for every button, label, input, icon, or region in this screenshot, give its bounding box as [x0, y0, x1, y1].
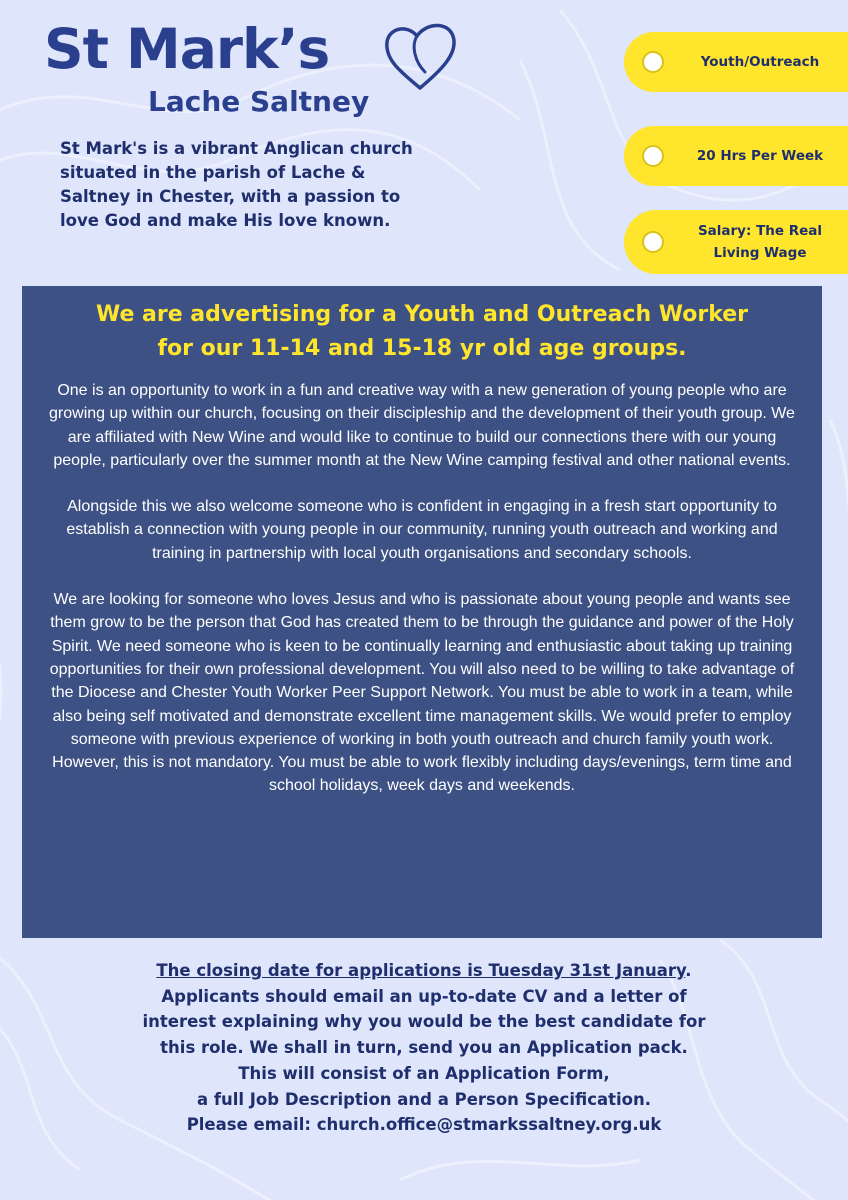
logo-subtitle: Lache Saltney — [148, 85, 370, 118]
closing-date-line — [60, 958, 788, 984]
application-info — [60, 958, 788, 1138]
panel-heading — [22, 298, 822, 366]
panel-body — [48, 379, 796, 798]
job-description-panel — [22, 286, 822, 938]
heading-line: We are advertising for a Youth and Outreach Worker — [95, 302, 749, 327]
badge-youth-outreach — [624, 32, 848, 92]
footer-line: this role. We shall in turn, send you an Application pack. — [160, 1038, 688, 1058]
church-logo — [44, 17, 464, 132]
closing-period: . — [685, 961, 692, 980]
badge-text — [682, 220, 838, 264]
heading-line: for our 11-14 and 15-18 yr old age groups. — [157, 336, 687, 361]
badge-text — [682, 145, 838, 167]
circle-bullet-icon — [642, 145, 664, 167]
badge-line: 20 Hrs Per Week — [696, 148, 824, 164]
paragraph: Alongside this we also welcome someone who is confident in engaging in a fresh start opportunity to establish a connection with young people in our community, running youth outreach and working and training in partnership with local youth organisations and secondary schools. — [66, 498, 778, 562]
badge-text — [682, 51, 838, 73]
heart-icon — [381, 22, 459, 92]
badge-line: Living Wage — [713, 245, 807, 261]
footer-line: interest explaining why you would be the best candidate for — [142, 1012, 706, 1032]
email-line — [60, 1112, 788, 1138]
badge-line: Youth/Outreach — [700, 54, 820, 70]
circle-bullet-icon — [642, 231, 664, 253]
circle-bullet-icon — [642, 51, 664, 73]
logo-title: St Mark’s — [44, 17, 330, 81]
footer-line: This will consist of an Application Form, — [238, 1063, 610, 1083]
paragraph: One is an opportunity to work in a fun and creative way with a new generation of young people who are growing up within our church, focusing on their discipleship and the development of their youth group. We are affiliated with New Wine and would like to continue to build our connections there with our young people, particularly over the summer month at the New Wine camping festival and other national events. — [49, 382, 795, 469]
footer-line: Applicants should email an up-to-date CV and a letter of — [161, 986, 687, 1006]
paragraph: We are looking for someone who loves Jesus and who is passionate about young people and wants see them grow to be the person that God has created them to be through the guidance and power of the Holy Spirit. We need someone who is keen to be continually learning and enthusiastic about taking up training opportunities for their own professional development. You will also need to be willing to take advantage of the Diocese and Chester Youth Worker Peer Support Network. You must be able to work in a team, while also being self motivated and demonstrate excellent time management skills. We would prefer to employ someone with previous experience of working in both youth outreach and church family youth work. However, this is not mandatory. You must be able to work flexibly including days/evenings, term time and school holidays, week days and weekends. — [49, 591, 795, 795]
email-label: Please email: — [186, 1115, 317, 1135]
email-address[interactable]: church.office@stmarkssaltney.org.uk — [316, 1115, 662, 1135]
badge-hours — [624, 126, 848, 186]
badge-salary — [624, 210, 848, 274]
intro-text: St Mark's is a vibrant Anglican church situated in the parish of Lache & Saltney in Chester, with a passion to love God and make His love known. — [60, 139, 413, 230]
footer-line: a full Job Description and a Person Specification. — [196, 1089, 652, 1109]
badge-line: Salary: The Real — [697, 223, 823, 239]
closing-date: The closing date for applications is Tuesday 31st January — [156, 961, 686, 980]
